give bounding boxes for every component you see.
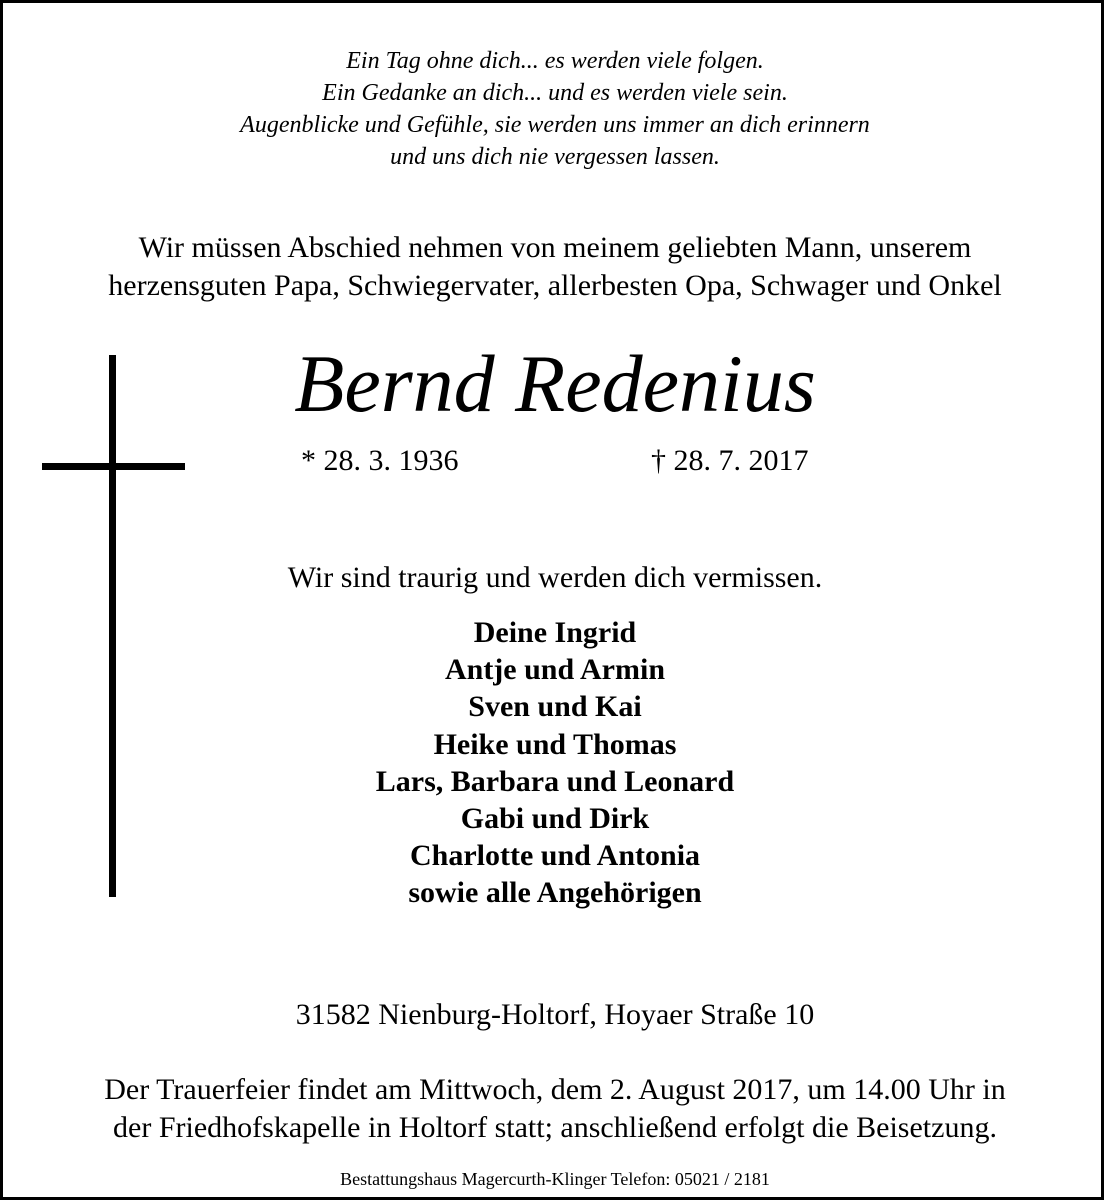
intro-line: herzensguten Papa, Schwiegervater, allerbesten Opa, Schwager und Onkel: [108, 269, 1002, 302]
funeral-home-footer: Bestattungshaus Magercurth-Klinger Telefon: 05021 / 2181: [340, 1169, 770, 1189]
mourner-item: Lars, Barbara und Leonard: [375, 764, 735, 798]
ceremony-line: der Friedhofskapelle in Holtorf statt; anschließend erfolgt die Beisetzung.: [113, 1111, 997, 1144]
mourner-item: Charlotte und Antonia: [409, 839, 701, 873]
poem: [3, 45, 1104, 173]
birth-date: * 28. 3. 1936: [301, 444, 459, 477]
mourner-item: Antje und Armin: [444, 653, 666, 687]
mourner-item: Sven und Kai: [468, 690, 642, 724]
intro-line: Wir müssen Abschied nehmen von meinem geliebten Mann, unserem: [138, 231, 972, 264]
address: 31582 Nienburg-Holtorf, Hoyaer Straße 10: [295, 998, 815, 1031]
ceremony-line: Der Trauerfeier findet am Mittwoch, dem 2. August 2017, um 14.00 Uhr in: [104, 1073, 1006, 1106]
mourner-item: Deine Ingrid: [473, 616, 637, 649]
death-date: † 28. 7. 2017: [651, 444, 809, 477]
mourner-item: Gabi und Dirk: [460, 802, 650, 836]
cross-icon-horizontal-bar: [42, 463, 185, 470]
poem-line: und uns dich nie vergessen lassen.: [390, 144, 720, 170]
mourner-item: sowie alle Angehörigen: [408, 876, 702, 910]
mourners-list: [3, 614, 1104, 912]
poem-line: Augenblicke und Gefühle, sie werden uns immer an dich erinnern: [240, 112, 870, 138]
ceremony-info: [3, 1071, 1104, 1147]
deceased-name: Bernd Redenius: [294, 338, 816, 429]
mourner-item: Heike und Thomas: [433, 727, 677, 761]
grief-text: Wir sind traurig und werden dich vermissen.: [287, 561, 823, 594]
poem-line: Ein Gedanke an dich... und es werden viele sein.: [322, 80, 788, 106]
poem-line: Ein Tag ohne dich... es werden viele folgen.: [346, 48, 764, 74]
intro-text: [3, 229, 1104, 305]
